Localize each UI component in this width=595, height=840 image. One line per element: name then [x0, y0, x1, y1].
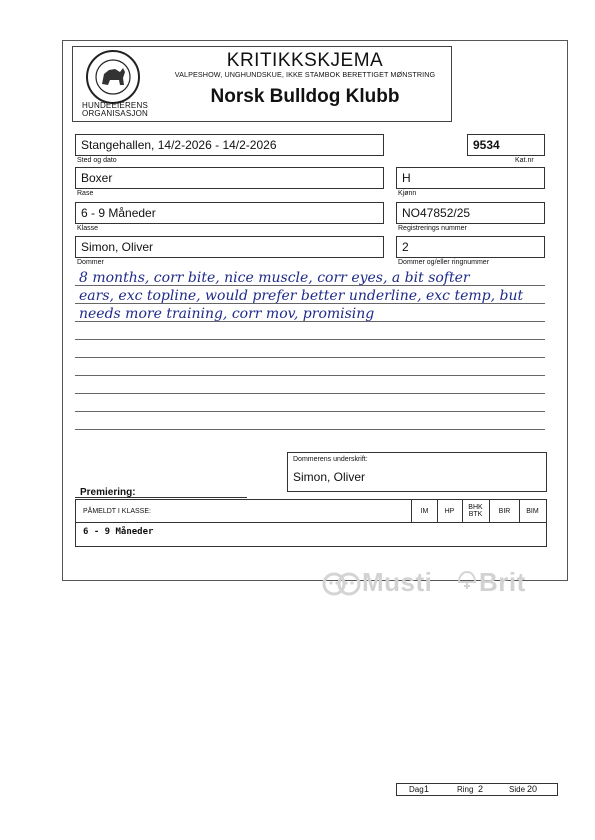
ring-footer-label: Ring	[457, 785, 474, 794]
dag-value: 1	[424, 784, 430, 794]
footer-box	[396, 783, 558, 796]
class-header: PÅMELDT I KLASSE:	[76, 500, 412, 522]
breed-label: Rase	[77, 190, 94, 197]
musti-pets-icon	[322, 568, 362, 598]
musti-logo	[322, 566, 438, 600]
side-value: 20	[527, 784, 538, 794]
form-subtitle: VALPESHOW, UNGHUNDSKUE, IKKE STAMBOK BERETTIGET MØNSTRING	[174, 70, 436, 79]
signature-label: Dommerens underskrift:	[293, 456, 368, 463]
col-bim[interactable]: BIM	[526, 507, 539, 515]
org-caption-line2: ORGANISASJON	[82, 109, 148, 118]
col-bhk-btk[interactable]: BHK BTK	[462, 500, 490, 522]
ring-field[interactable]: 2	[396, 236, 545, 258]
breed-field[interactable]: Boxer	[75, 167, 384, 189]
col-im[interactable]: IM	[412, 500, 438, 522]
musti-text: Musti	[362, 567, 433, 597]
dag-label: Dag	[409, 785, 424, 794]
cat-nr-field[interactable]: 9534	[467, 134, 545, 156]
org-caption-line1: HUNDEEIERENS	[82, 101, 148, 110]
org-caption	[82, 102, 148, 118]
premiering-underline	[75, 497, 247, 498]
sex-field[interactable]: H	[396, 167, 545, 189]
ring-label: Dommer og/eller ringnummer	[398, 259, 490, 266]
critique-line-1: 8 months, corr bite, nice muscle, corr eyes, a bit softer	[79, 270, 470, 286]
venue-date-field[interactable]: Stangehallen, 14/2-2026 - 14/2-2026	[75, 134, 384, 156]
side-label: Side	[509, 785, 526, 794]
premiering-table	[75, 499, 547, 547]
ring-footer-value: 2	[478, 784, 484, 794]
critique-area[interactable]	[75, 268, 545, 443]
club-name: Norsk Bulldog Klubb	[210, 86, 400, 107]
signature-value: Simon, Oliver	[293, 470, 366, 484]
sex-label: Kjønn	[398, 190, 417, 197]
critique-line-3: needs more training, corr mov, promising	[79, 306, 375, 322]
reg-nr-label: Registrerings nummer	[398, 225, 467, 232]
brit-logo	[455, 566, 545, 600]
col-hp[interactable]: HP	[437, 500, 463, 522]
col-bir[interactable]: BIR	[490, 500, 520, 522]
brit-text: Brit	[479, 567, 526, 597]
signature-box[interactable]	[287, 452, 547, 492]
class-field[interactable]: 6 - 9 Måneder	[75, 202, 384, 224]
brit-leaf-icon	[455, 568, 479, 598]
reg-nr-field[interactable]: NO47852/25	[396, 202, 545, 224]
venue-date-label: Sted og dato	[77, 157, 117, 164]
critique-line-2: ears, exc topline, would prefer better underline, exc temp, but	[79, 288, 524, 304]
cat-nr-label: Kat.nr	[515, 157, 534, 164]
judge-label: Dommer	[77, 259, 104, 266]
premiering-title: Premiering:	[80, 487, 136, 498]
form-title: KRITIKKSKJEMA	[226, 50, 384, 71]
class-label: Klasse	[77, 225, 99, 232]
judge-field[interactable]: Simon, Oliver	[75, 236, 384, 258]
class-value: 6 - 9 Måneder	[83, 527, 154, 537]
